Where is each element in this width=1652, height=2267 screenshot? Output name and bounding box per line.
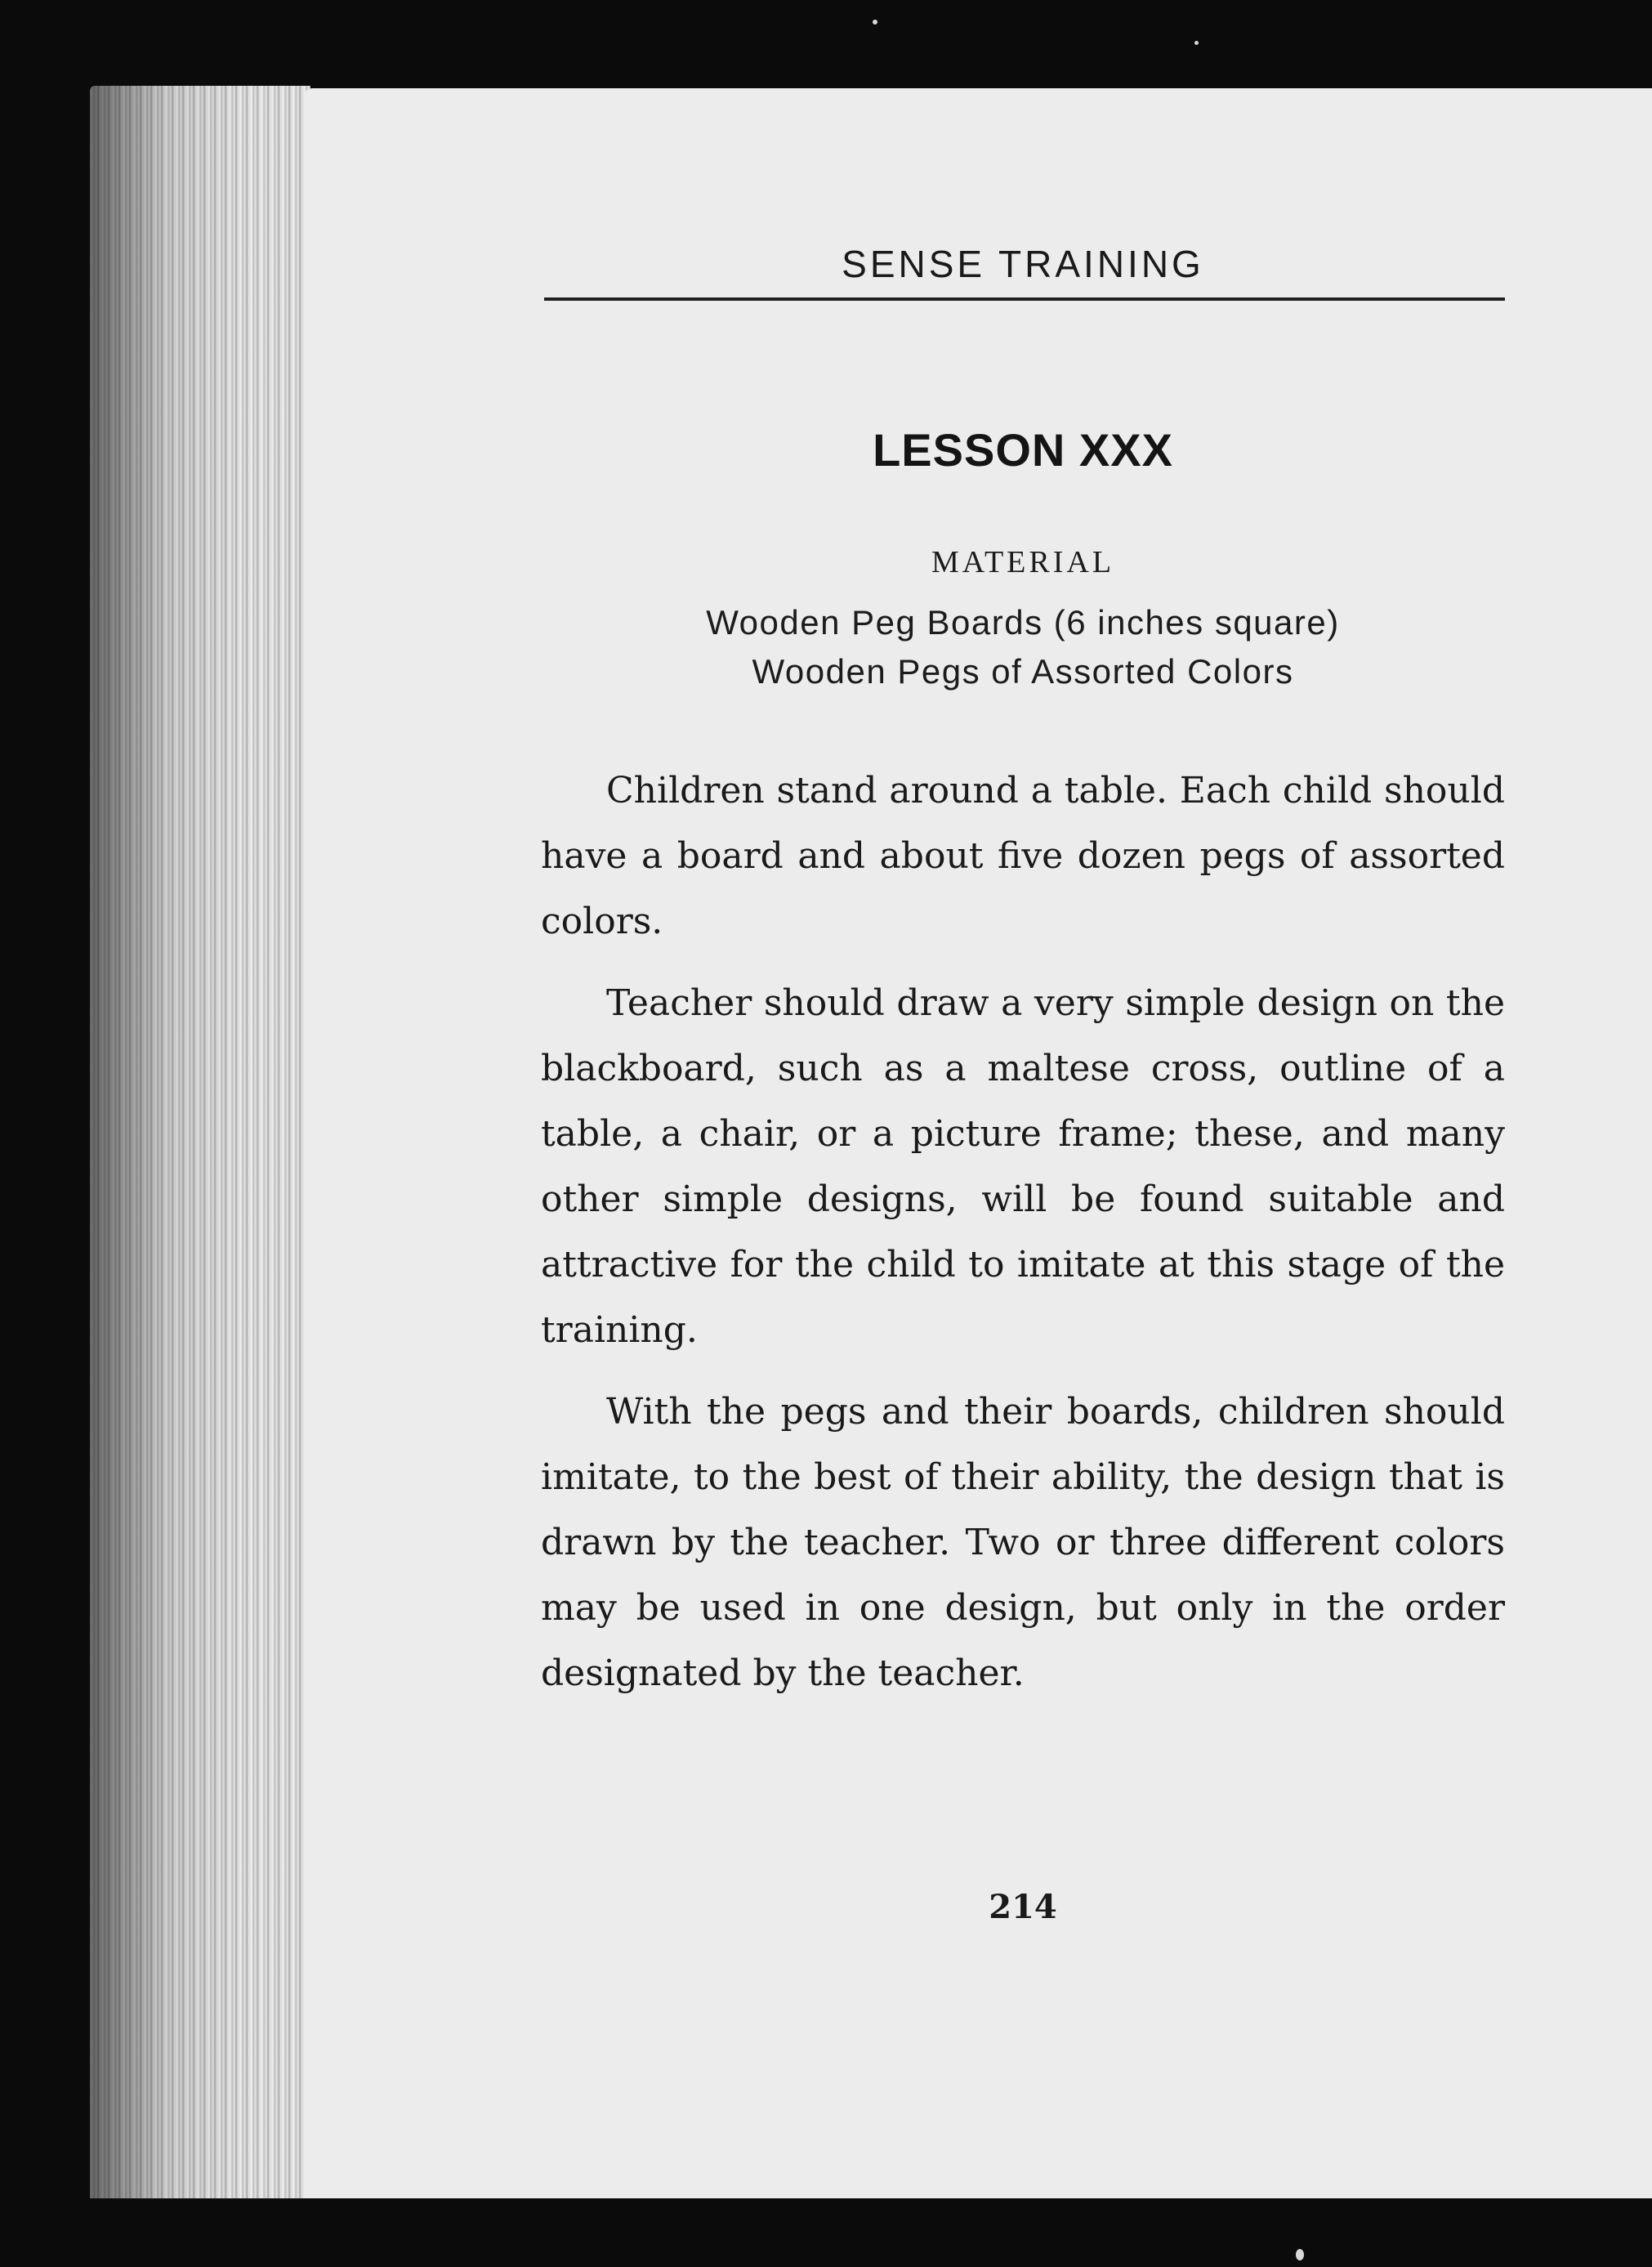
lesson-body xyxy=(541,758,1505,1723)
lesson-title: LESSON XXX xyxy=(873,424,1173,476)
material-item: Wooden Peg Boards (6 inches square) xyxy=(706,603,1340,642)
scan-speck xyxy=(1194,41,1199,45)
paragraph: With the pegs and their boards, children should imitate, to the best of their ability, the design that is drawn by the teacher. Two or three different colors may be used in one design, but only in the order designated by the teacher. xyxy=(541,1391,1505,1694)
page-number: 214 xyxy=(989,1888,1057,1926)
scan-speck xyxy=(1296,2249,1304,2260)
material-label: MATERIAL xyxy=(931,545,1115,579)
scan-speck xyxy=(873,20,877,25)
material-item: Wooden Pegs of Assorted Colors xyxy=(752,652,1294,691)
page-edges xyxy=(90,86,310,2211)
running-head: SENSE TRAINING xyxy=(842,243,1204,285)
paragraph: Children stand around a table. Each child should have a board and about five dozen pegs of assorted colors. xyxy=(541,770,1505,942)
header-rule xyxy=(544,297,1505,301)
bottom-shadow xyxy=(90,2198,1652,2267)
paragraph: Teacher should draw a very simple design on the blackboard, such as a maltese cross, outline of a table, a chair, or a picture frame; these, and many other simple designs, will be found suitable and attractive for the child to imitate at this stage of the training. xyxy=(541,982,1505,1351)
